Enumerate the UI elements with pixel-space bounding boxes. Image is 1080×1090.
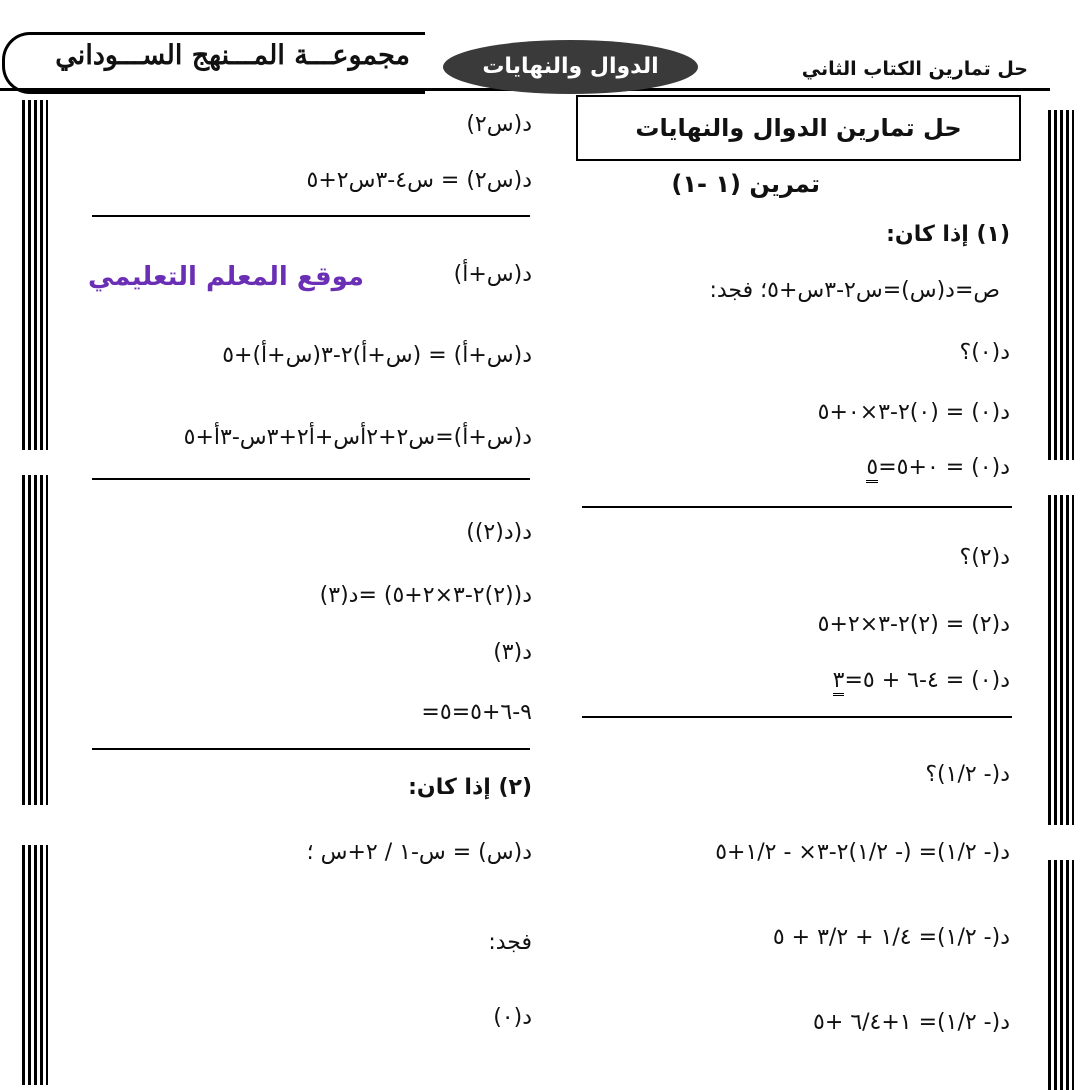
step-line: د(٢)؟ bbox=[959, 545, 1010, 570]
step-line: د(٢) = (٢)٢-٣×٢+٥ bbox=[817, 612, 1010, 637]
step-line: د(د(٢)) bbox=[466, 520, 532, 545]
step-line: د(٠) bbox=[493, 1005, 532, 1030]
question-1-label: (١) إذا كان: bbox=[886, 222, 1010, 247]
step-line: د(- ١/٢)؟ bbox=[925, 762, 1010, 787]
step-line: د(س٢) = س٤-٣س٢+٥ bbox=[306, 168, 532, 193]
section-title-box bbox=[576, 95, 1021, 161]
find-label: فجد: bbox=[488, 930, 532, 955]
step-line bbox=[866, 455, 1010, 480]
book-title: حل تمارين الكتاب الثاني bbox=[801, 58, 1028, 80]
question-2-given: د(س) = س-١ / ٢+س ؛ bbox=[306, 840, 532, 865]
step-line: د(- ١/٢)= ١/٤ + ٣/٢ + ٥ bbox=[772, 925, 1010, 950]
exercise-title: تمرين (١ -١) bbox=[671, 170, 820, 198]
question-2-label: (٢) إذا كان: bbox=[408, 775, 532, 800]
series-title: مجموعـــة المـــنهج الســـوداني bbox=[55, 40, 410, 71]
chapter-pill: الدوال والنهايات bbox=[443, 40, 698, 94]
divider bbox=[92, 478, 530, 480]
step-line: د(٣) bbox=[493, 640, 532, 665]
divider bbox=[92, 215, 530, 217]
step-line: د(٠)؟ bbox=[959, 340, 1010, 365]
divider bbox=[582, 506, 1012, 508]
right-border-stripes bbox=[1048, 100, 1074, 1080]
step-line: =٩-٦+٥=٥ bbox=[421, 700, 532, 725]
answer-value: ٣ bbox=[833, 668, 845, 696]
step-line: د(- ١/٢)= (- ١/٢)٢-٣× - ١/٢+٥ bbox=[715, 840, 1010, 865]
divider bbox=[92, 748, 530, 750]
answer-value: ٥ bbox=[866, 455, 878, 483]
divider bbox=[582, 716, 1012, 718]
watermark-text: موقع المعلم التعليمي bbox=[88, 262, 364, 292]
step-line: د(س+أ)=س٢+٢أس+أ٢+٣س-٣أ+٥ bbox=[183, 425, 532, 450]
step-line bbox=[833, 668, 1010, 693]
section-title: حل تمارين الدوال والنهايات bbox=[635, 114, 962, 142]
step-line: د((٢)٢-٣×٢+٥) =د(٣) bbox=[319, 583, 532, 608]
left-border-stripes bbox=[22, 100, 48, 1080]
step-line: د(س٢) bbox=[466, 112, 532, 137]
question-1-given: ص=د(س)=س٢-٣س+٥؛ فجد: bbox=[709, 278, 1000, 303]
step-line: د(س+أ) = (س+أ)٢-٣(س+أ)+٥ bbox=[222, 343, 532, 368]
step-line: د(٠) = (٠)٢-٣×٠+٥ bbox=[817, 400, 1010, 425]
step-line: د(- ١/٢)= ١+٦/٤ +٥ bbox=[813, 1010, 1010, 1035]
step-line: د(س+أ) bbox=[453, 262, 532, 287]
step-text: د(٠) = ٤-٦ + ٥= bbox=[844, 668, 1010, 693]
step-text: د(٠) = ٠+٥= bbox=[878, 455, 1010, 480]
